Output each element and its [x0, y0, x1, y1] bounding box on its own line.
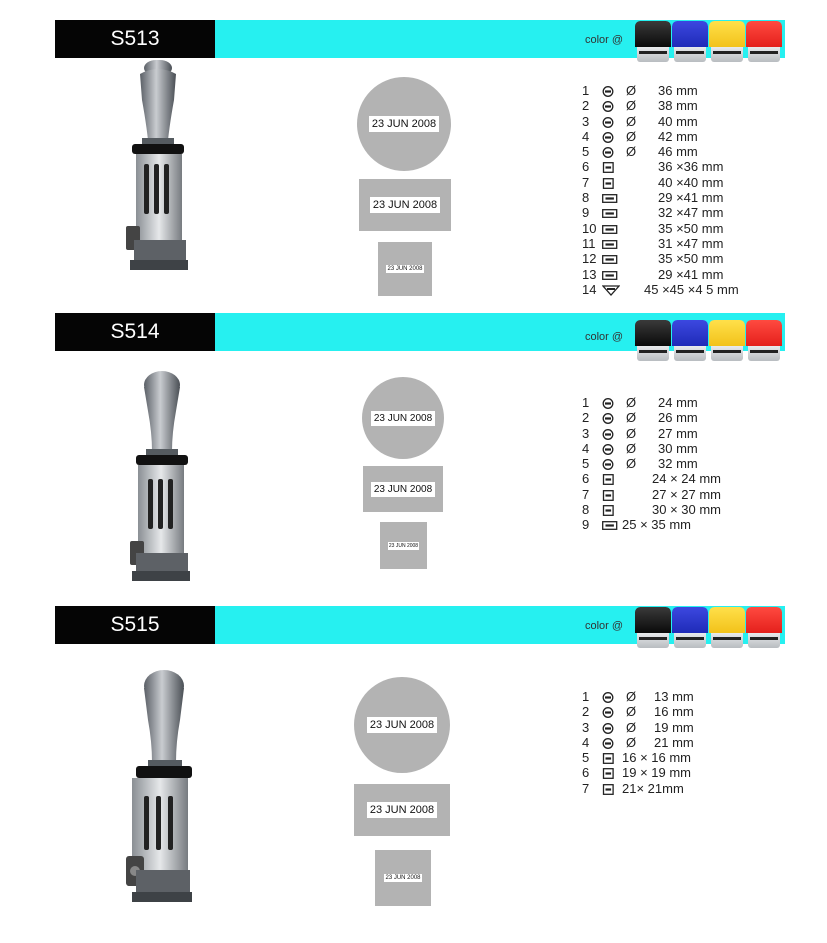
size-number: 2: [582, 704, 590, 720]
size-value: 40 ×40 mm: [658, 174, 724, 190]
color-swatch-blue[interactable]: [672, 607, 708, 649]
size-number: 6: [582, 159, 590, 175]
size-number: 2: [582, 410, 590, 426]
size-number: 9: [582, 205, 590, 221]
rect-impression: [363, 466, 443, 512]
size-number: 7: [582, 174, 590, 190]
size-number: 9: [582, 517, 590, 533]
rectangle-shape-icon: [602, 253, 618, 268]
square-shape-icon: [602, 177, 615, 192]
color-swatch-red[interactable]: [746, 21, 782, 63]
size-value: 42 mm: [658, 128, 698, 144]
round-shape-icon: [602, 428, 615, 443]
date-text: 23 JUN 2008: [367, 802, 437, 818]
diameter-symbol: Ø: [626, 719, 637, 735]
size-number: 5: [582, 456, 590, 472]
size-value: 13 mm: [654, 689, 694, 704]
size-value: 25 × 35 mm: [622, 517, 692, 533]
rect-impression: [354, 784, 450, 836]
size-value: 35 ×50 mm: [658, 220, 724, 236]
size-value: 29 ×41 mm: [658, 266, 724, 282]
model-title: S515: [55, 606, 215, 644]
color-swatch-yellow[interactable]: [709, 21, 745, 63]
size-number: 10: [582, 220, 597, 236]
diameter-symbol: Ø: [626, 734, 637, 750]
color-swatches: [635, 606, 787, 651]
size-number: 8: [582, 502, 590, 518]
size-number: 5: [582, 144, 590, 160]
size-value: 38 mm: [658, 98, 698, 114]
diameter-symbol: Ø: [626, 395, 637, 410]
triangle-shape-icon: [602, 284, 620, 299]
square-shape-icon: [602, 489, 615, 504]
rectangle-shape-icon: [602, 519, 618, 534]
round-shape-icon: [602, 691, 615, 706]
round-shape-icon: [602, 722, 615, 737]
size-value: 45 ×45 ×4 5 mm: [644, 281, 739, 297]
diameter-symbol: Ø: [626, 689, 637, 704]
dater-stamp-image: [118, 670, 198, 910]
size-number: 3: [582, 719, 590, 735]
round-impression: [357, 77, 451, 171]
diameter-symbol: Ø: [626, 83, 637, 98]
square-shape-icon: [602, 767, 615, 782]
size-number: 2: [582, 98, 590, 114]
color-swatch-black[interactable]: [635, 21, 671, 63]
round-shape-icon: [602, 397, 615, 412]
size-value: 35 ×50 mm: [658, 251, 724, 267]
rectangle-shape-icon: [602, 223, 618, 238]
product-section-s514: [0, 313, 827, 613]
size-number: 12: [582, 251, 597, 267]
size-value: 21 mm: [654, 734, 694, 750]
date-text: 23 JUN 2008: [387, 266, 423, 272]
size-number: 13: [582, 266, 597, 282]
square-impression: [378, 242, 432, 296]
size-number: 8: [582, 190, 590, 206]
round-shape-icon: [602, 737, 615, 752]
size-number: 14: [582, 281, 597, 297]
size-number: 6: [582, 765, 590, 781]
size-value: 24 × 24 mm: [652, 471, 722, 487]
square-shape-icon: [602, 473, 615, 488]
color-swatches: [635, 319, 787, 364]
color-label: color @: [585, 34, 624, 46]
date-text: 23 JUN 2008: [371, 411, 435, 426]
round-impression: [362, 377, 444, 459]
size-value: 29 ×41 mm: [658, 190, 724, 206]
size-value: 21× 21mm: [622, 780, 684, 796]
size-value: 16 × 16 mm: [622, 750, 692, 766]
square-impression: [375, 850, 431, 906]
rectangle-shape-icon: [602, 238, 618, 253]
size-number: 4: [582, 734, 590, 750]
round-shape-icon: [602, 412, 615, 427]
size-value: 30 × 30 mm: [652, 502, 722, 518]
color-swatch-blue[interactable]: [672, 21, 708, 63]
size-value: 32 mm: [658, 456, 698, 472]
color-label: color @: [585, 331, 624, 343]
size-number: 1: [582, 689, 590, 704]
diameter-symbol: Ø: [626, 128, 637, 144]
round-shape-icon: [602, 443, 615, 458]
square-shape-icon: [602, 783, 615, 798]
diameter-symbol: Ø: [626, 144, 637, 160]
date-text: 23 JUN 2008: [370, 197, 440, 213]
square-shape-icon: [602, 752, 615, 767]
rectangle-shape-icon: [602, 207, 618, 222]
color-swatch-yellow[interactable]: [709, 320, 745, 362]
date-text: 23 JUN 2008: [388, 542, 419, 549]
size-value: 30 mm: [658, 440, 698, 456]
size-value: 40 mm: [658, 113, 698, 129]
size-value: 27 × 27 mm: [652, 486, 722, 502]
square-shape-icon: [602, 504, 615, 519]
diameter-symbol: Ø: [626, 98, 637, 114]
color-swatch-black[interactable]: [635, 607, 671, 649]
size-value: 31 ×47 mm: [658, 235, 724, 251]
size-value: 27 mm: [658, 425, 698, 441]
date-text: 23 JUN 2008: [371, 482, 435, 497]
date-text: 23 JUN 2008: [369, 116, 439, 132]
round-shape-icon: [602, 100, 615, 115]
size-number: 11: [582, 235, 596, 251]
size-value: 36 mm: [658, 83, 698, 98]
round-impression: [354, 677, 450, 773]
size-value: 19 × 19 mm: [622, 765, 692, 781]
size-number: 1: [582, 395, 590, 410]
color-swatch-yellow[interactable]: [709, 607, 745, 649]
size-value: 19 mm: [654, 719, 694, 735]
size-number: 4: [582, 440, 590, 456]
round-shape-icon: [602, 116, 615, 131]
size-number: 5: [582, 750, 590, 766]
size-value: 24 mm: [658, 395, 698, 410]
rect-impression: [359, 179, 451, 231]
product-section-s515: [0, 606, 827, 906]
dater-stamp-image: [122, 371, 202, 591]
diameter-symbol: Ø: [626, 456, 637, 472]
color-swatches: [635, 20, 787, 65]
size-number: 7: [582, 780, 590, 796]
diameter-symbol: Ø: [626, 425, 637, 441]
size-number: 7: [582, 486, 590, 502]
date-text: 23 JUN 2008: [385, 875, 421, 881]
size-value: 36 ×36 mm: [658, 159, 724, 175]
size-value: 32 ×47 mm: [658, 205, 724, 221]
rectangle-shape-icon: [602, 269, 618, 284]
square-shape-icon: [602, 161, 615, 176]
size-number: 6: [582, 471, 590, 487]
color-swatch-red[interactable]: [746, 320, 782, 362]
model-title: S513: [55, 20, 215, 58]
size-number: 3: [582, 425, 590, 441]
size-value: 16 mm: [654, 704, 694, 720]
diameter-symbol: Ø: [626, 113, 637, 129]
color-swatch-blue[interactable]: [672, 320, 708, 362]
dater-stamp-image: [118, 60, 198, 290]
diameter-symbol: Ø: [626, 410, 637, 426]
size-number: 3: [582, 113, 590, 129]
color-label: color @: [585, 620, 624, 632]
diameter-symbol: Ø: [626, 704, 637, 720]
color-swatch-red[interactable]: [746, 607, 782, 649]
round-shape-icon: [602, 146, 615, 161]
size-value: 26 mm: [658, 410, 698, 426]
round-shape-icon: [602, 458, 615, 473]
round-shape-icon: [602, 706, 615, 721]
color-swatch-black[interactable]: [635, 320, 671, 362]
model-title: S514: [55, 313, 215, 351]
round-shape-icon: [602, 85, 615, 100]
rectangle-shape-icon: [602, 192, 618, 207]
diameter-symbol: Ø: [626, 440, 637, 456]
round-shape-icon: [602, 131, 615, 146]
size-number: 4: [582, 128, 590, 144]
size-number: 1: [582, 83, 590, 98]
product-section-s513: [0, 20, 827, 320]
size-value: 46 mm: [658, 144, 698, 160]
square-impression: [380, 522, 427, 569]
date-text: 23 JUN 2008: [367, 717, 437, 733]
